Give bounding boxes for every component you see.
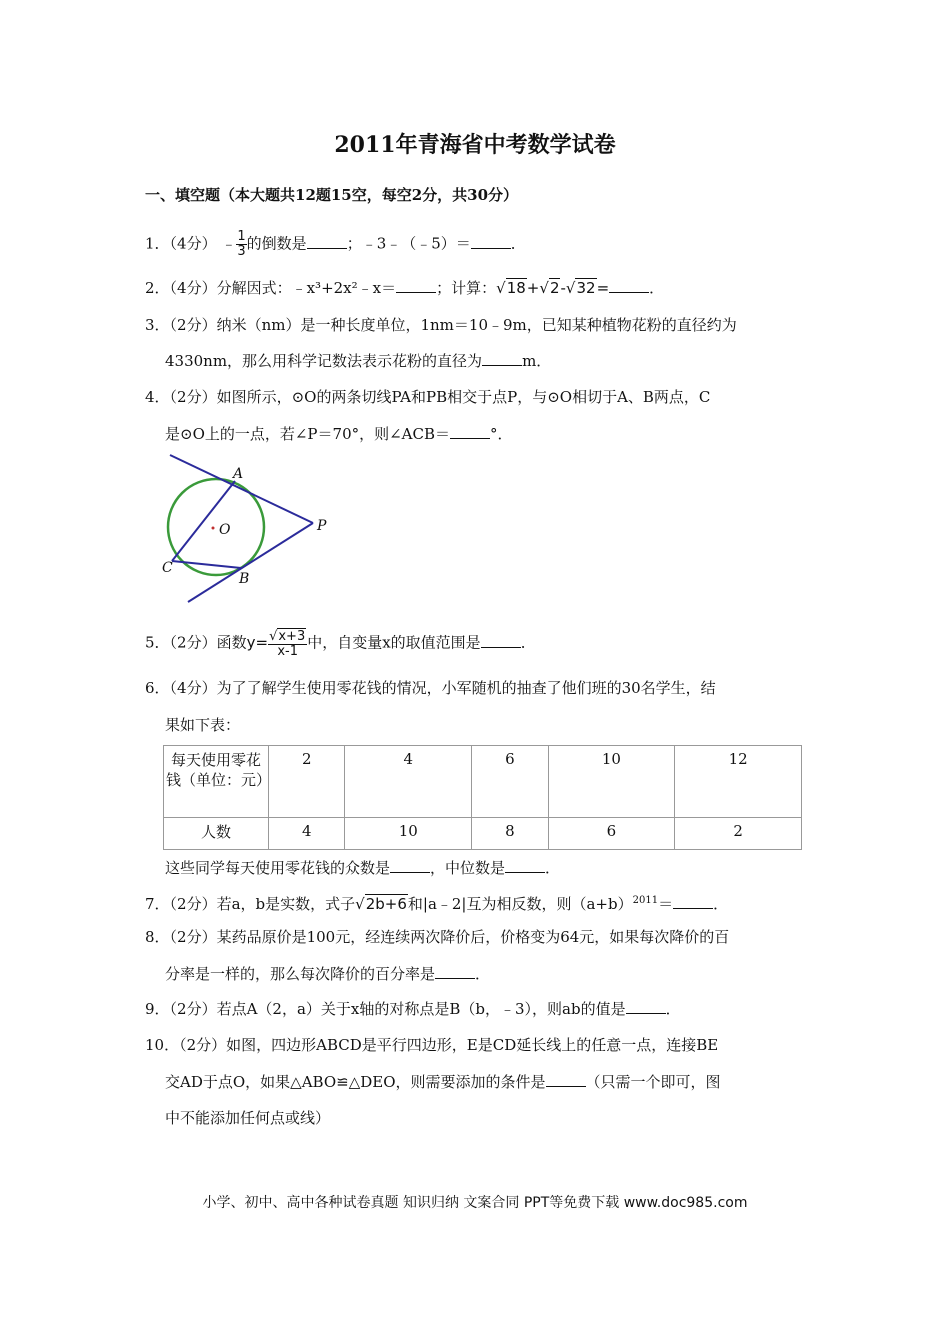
question-10-line-1: 10．（2分）如图，四边形ABCD是平行四边形，E是CD延长线上的任意一点，连接BE — [145, 1036, 719, 1054]
data-table — [163, 745, 802, 850]
sqrt-expression: √18+√2-√32= — [496, 279, 610, 297]
answer-blank[interactable] — [435, 964, 475, 979]
question-4-line-1: 4．（2分）如图所示，⊙O的两条切线PA和PB相交于点P，与⊙O相切于A、B两点，C — [145, 388, 711, 406]
question-8-line-1: 8．（2分）某药品原价是100元，经连续两次降价后，价格变为64元，如果每次降价的百 — [145, 928, 730, 946]
label-c: C — [162, 560, 173, 576]
answer-blank[interactable] — [481, 633, 521, 648]
question-5: 5．（2分）函数y= $\frac{√x+3}{x-1}$ 中，自变量x的取值范围是 ． — [145, 629, 536, 659]
sqrt-expression: √2b+6 — [355, 895, 407, 913]
table-cell: 8 — [472, 818, 548, 850]
answer-blank[interactable] — [396, 278, 436, 293]
tangent-circle-figure — [155, 450, 345, 610]
label-o: O — [219, 522, 231, 538]
table-cell: 6 — [548, 818, 675, 850]
table-cell: 6 — [472, 746, 548, 818]
label-a: A — [233, 466, 244, 482]
section-heading: 一、填空题（本大题共12题15空，每空2分，共30分） — [145, 186, 519, 204]
question-4-line-2: 是⊙O上的一点，若∠P＝70°，则∠ACB＝ °． — [165, 425, 513, 443]
table-row — [164, 818, 802, 850]
table-cell: 12 — [675, 746, 802, 818]
answer-blank[interactable] — [482, 351, 522, 366]
table-cell: 2 — [675, 818, 802, 850]
answer-blank[interactable] — [307, 234, 347, 249]
label-b: B — [239, 571, 250, 587]
table-row — [164, 746, 802, 818]
question-3-line-1: 3．（2分）纳米（nm）是一种长度单位，1nm＝10﹣9m，已知某种植物花粉的直径约为 — [145, 316, 737, 334]
footer-text: 小学、初中、高中各种试卷真题 知识归纳 文案合同 PPT等免费下载 www.doc985.com — [202, 1195, 748, 1211]
table-header-cell: 人数 — [164, 818, 269, 850]
table-cell: 2 — [269, 746, 345, 818]
question-9: 9．（2分）若点A（2，a）关于x轴的对称点是B（b，﹣3），则ab的值是 ． — [145, 1000, 681, 1018]
table-cell: 4 — [345, 746, 472, 818]
table-cell: 10 — [345, 818, 472, 850]
table-cell: 10 — [548, 746, 675, 818]
question-10-line-2: 交AD于点O，如果△ABO≌△DEO，则需要添加的条件是 （只需一个即可，图 — [165, 1073, 721, 1091]
label-p: P — [317, 518, 327, 534]
answer-blank[interactable] — [390, 858, 430, 873]
question-6-line-2: 果如下表： — [165, 716, 241, 734]
answer-blank[interactable] — [450, 424, 490, 439]
question-7: 7．（2分）若a，b是实数，式子√2b+6和|a﹣2|互为相反数，则$(a+b)^{2011}=$ ． — [145, 895, 729, 913]
answer-blank[interactable] — [505, 858, 545, 873]
question-8-line-2: 分率是一样的，那么每次降价的百分率是 ． — [165, 965, 491, 983]
answer-blank[interactable] — [546, 1072, 586, 1087]
question-6-line-1: 6．（4分）为了了解学生使用零花钱的情况，小军随机的抽查了他们班的30名学生，结 — [145, 679, 716, 697]
answer-blank[interactable] — [673, 894, 713, 909]
question-1: 1．（4分） ﹣ $\frac{1}{3}$ 的倒数是 ；﹣3﹣（﹣5）＝ ． — [145, 229, 526, 259]
question-6-after: 这些同学每天使用零花钱的众数是 ，中位数是 ． — [165, 859, 561, 877]
fraction: $\frac{√x+3}{x-1}$ — [269, 629, 306, 659]
fraction: $\frac{1}{3}$ — [237, 229, 246, 259]
question-2: 2．（4分）分解因式：﹣x³+2x²﹣x＝ ；计算：√18+√2-√32= ． — [145, 279, 665, 297]
answer-blank[interactable] — [471, 234, 511, 249]
chord-cb — [172, 561, 241, 568]
tangent-line-pb — [188, 523, 313, 602]
table-cell: 4 — [269, 818, 345, 850]
page-title: 2011年青海省中考数学试卷 — [334, 132, 616, 158]
center-dot — [212, 527, 215, 530]
question-10-line-3: 中不能添加任何点或线） — [165, 1109, 331, 1127]
answer-blank[interactable] — [626, 999, 666, 1014]
answer-blank[interactable] — [609, 278, 649, 293]
question-3-line-2: 4330nm，那么用科学记数法表示花粉的直径为 m． — [165, 352, 552, 370]
table-header-cell: 每天使用零花钱（单位：元） — [164, 746, 269, 818]
